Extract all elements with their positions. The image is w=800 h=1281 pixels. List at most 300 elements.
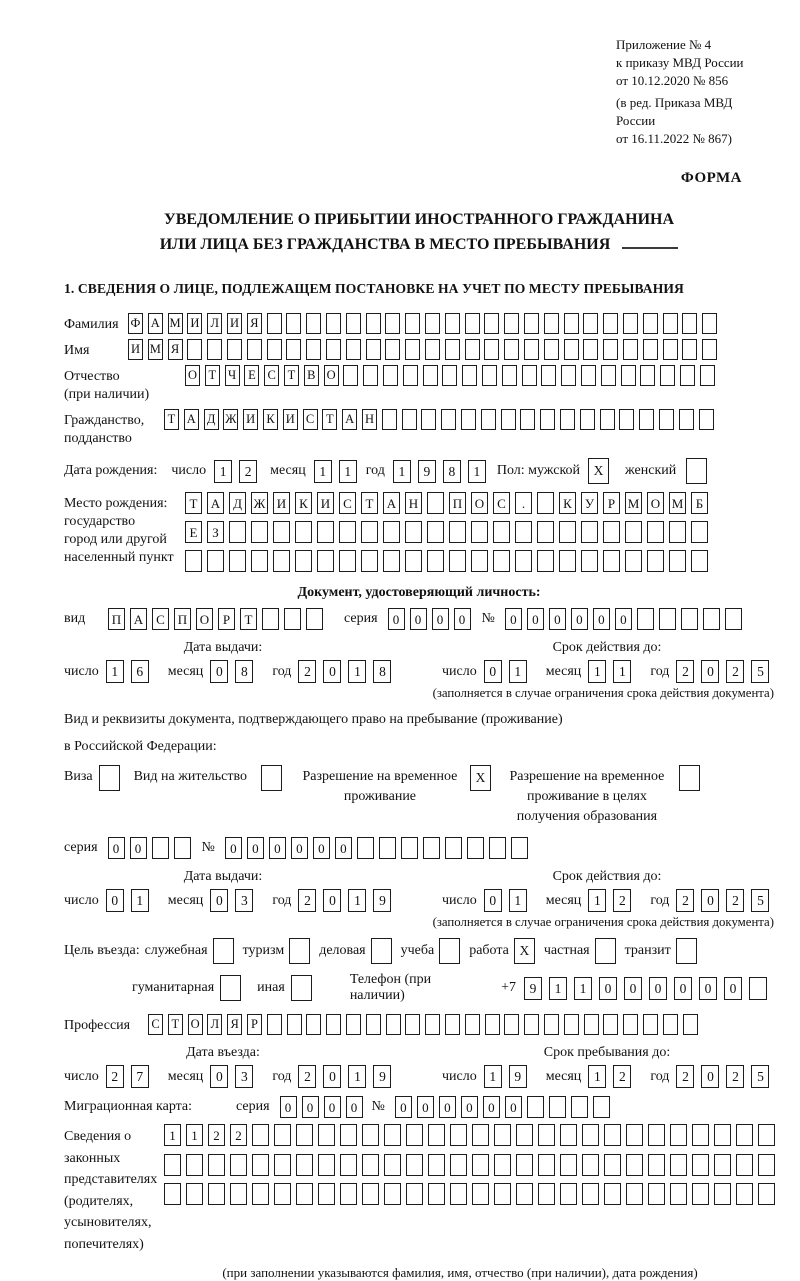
char-cell[interactable] [623,313,638,334]
char-cell[interactable] [164,1154,181,1176]
char-cell[interactable] [604,1183,621,1205]
char-cell[interactable]: 2 [613,889,631,912]
char-cell[interactable] [670,1183,687,1205]
char-cell[interactable] [522,365,537,386]
char-cell[interactable]: 0 [699,977,717,1000]
char-cell[interactable]: 0 [346,1096,363,1118]
char-cell[interactable]: 8 [373,660,391,683]
char-cell[interactable] [560,1124,577,1146]
char-cell[interactable]: 0 [324,1096,341,1118]
char-cell[interactable]: Р [603,492,620,514]
char-cell[interactable]: 0 [484,889,502,912]
char-cell[interactable]: Е [185,521,202,543]
char-cell[interactable] [326,339,341,360]
char-cell[interactable]: Д [229,492,246,514]
char-cell[interactable]: А [342,409,357,430]
char-cell[interactable] [663,1014,678,1035]
char-cell[interactable] [736,1124,753,1146]
char-cell[interactable] [725,608,742,630]
char-cell[interactable]: Т [284,365,299,386]
char-cell[interactable]: К [559,492,576,514]
char-cell[interactable] [516,1154,533,1176]
char-cell[interactable] [560,409,575,430]
char-cell[interactable] [306,608,323,630]
char-cell[interactable]: 0 [527,608,544,630]
char-cell[interactable] [584,1014,599,1035]
char-cell[interactable]: 0 [210,1065,228,1088]
char-cell[interactable]: Т [240,608,257,630]
char-cell[interactable] [601,365,616,386]
char-cell[interactable] [736,1154,753,1176]
char-cell[interactable] [593,1096,610,1118]
char-cell[interactable] [564,339,579,360]
char-cell[interactable] [366,339,381,360]
char-cell[interactable]: 1 [574,977,592,1000]
char-cell[interactable]: 8 [443,460,461,483]
char-cell[interactable] [691,521,708,543]
char-cell[interactable]: А [184,409,199,430]
char-cell[interactable] [538,1124,555,1146]
char-cell[interactable] [559,521,576,543]
char-cell[interactable] [318,1124,335,1146]
char-cell[interactable]: Т [322,409,337,430]
char-cell[interactable]: 0 [505,608,522,630]
char-cell[interactable] [445,339,460,360]
char-cell[interactable]: Я [168,339,183,360]
char-cell[interactable]: А [130,608,147,630]
char-cell[interactable] [247,339,262,360]
char-cell[interactable]: 1 [314,460,332,483]
char-cell[interactable]: Б [691,492,708,514]
char-cell[interactable] [346,313,361,334]
char-cell[interactable] [520,409,535,430]
purpose-study-checkbox[interactable] [439,938,460,964]
char-cell[interactable] [540,409,555,430]
char-cell[interactable]: 2 [106,1065,124,1088]
char-cell[interactable] [603,550,620,572]
purpose-private-checkbox[interactable] [595,938,616,964]
char-cell[interactable] [494,1154,511,1176]
char-cell[interactable]: И [283,409,298,430]
char-cell[interactable]: 5 [751,1065,769,1088]
char-cell[interactable]: 1 [588,660,606,683]
char-cell[interactable] [406,1183,423,1205]
char-cell[interactable] [164,1183,181,1205]
char-cell[interactable]: 1 [106,660,124,683]
char-cell[interactable] [441,409,456,430]
char-cell[interactable]: К [295,492,312,514]
char-cell[interactable]: Ж [251,492,268,514]
char-cell[interactable] [648,1124,665,1146]
char-cell[interactable] [465,313,480,334]
char-cell[interactable] [626,1124,643,1146]
char-cell[interactable] [461,409,476,430]
char-cell[interactable]: 0 [388,608,405,630]
char-cell[interactable]: Т [185,492,202,514]
char-cell[interactable] [623,1014,638,1035]
char-cell[interactable] [428,1183,445,1205]
char-cell[interactable] [262,608,279,630]
char-cell[interactable] [604,1124,621,1146]
char-cell[interactable]: 1 [348,660,366,683]
char-cell[interactable]: 0 [313,837,330,859]
sex-female-checkbox[interactable] [686,458,707,484]
char-cell[interactable]: 0 [593,608,610,630]
char-cell[interactable]: 0 [701,889,719,912]
char-cell[interactable]: 9 [373,889,391,912]
char-cell[interactable] [207,550,224,572]
char-cell[interactable] [403,365,418,386]
char-cell[interactable] [603,1014,618,1035]
char-cell[interactable] [267,313,282,334]
char-cell[interactable]: М [625,492,642,514]
char-cell[interactable]: 9 [418,460,436,483]
purpose-work-checkbox[interactable]: X [514,938,535,964]
char-cell[interactable] [361,521,378,543]
char-cell[interactable] [207,339,222,360]
char-cell[interactable] [326,1014,341,1035]
char-cell[interactable] [252,1124,269,1146]
char-cell[interactable] [230,1183,247,1205]
purpose-transit-checkbox[interactable] [676,938,697,964]
char-cell[interactable]: 5 [751,660,769,683]
char-cell[interactable]: 0 [439,1096,456,1118]
char-cell[interactable]: Л [207,1014,222,1035]
char-cell[interactable] [639,409,654,430]
char-cell[interactable] [317,521,334,543]
char-cell[interactable]: Л [207,313,222,334]
char-cell[interactable] [749,977,767,1000]
char-cell[interactable]: А [207,492,224,514]
char-cell[interactable]: 0 [624,977,642,1000]
char-cell[interactable]: 0 [417,1096,434,1118]
char-cell[interactable] [538,1183,555,1205]
char-cell[interactable]: Ф [128,313,143,334]
char-cell[interactable] [306,339,321,360]
char-cell[interactable] [494,1183,511,1205]
char-cell[interactable] [647,521,664,543]
char-cell[interactable] [504,1014,519,1035]
char-cell[interactable]: 1 [339,460,357,483]
char-cell[interactable] [449,521,466,543]
char-cell[interactable] [152,837,169,859]
char-cell[interactable] [714,1124,731,1146]
char-cell[interactable] [186,1154,203,1176]
char-cell[interactable]: Д [204,409,219,430]
char-cell[interactable] [405,521,422,543]
char-cell[interactable] [680,365,695,386]
purpose-business-checkbox[interactable] [371,938,392,964]
char-cell[interactable]: 0 [432,608,449,630]
char-cell[interactable]: 2 [726,1065,744,1088]
char-cell[interactable] [208,1183,225,1205]
char-cell[interactable] [252,1154,269,1176]
char-cell[interactable] [515,521,532,543]
char-cell[interactable]: И [243,409,258,430]
char-cell[interactable] [669,550,686,572]
char-cell[interactable]: 0 [302,1096,319,1118]
char-cell[interactable] [343,365,358,386]
char-cell[interactable] [296,1124,313,1146]
char-cell[interactable]: Я [247,313,262,334]
char-cell[interactable] [286,313,301,334]
char-cell[interactable] [524,1014,539,1035]
char-cell[interactable] [445,1014,460,1035]
char-cell[interactable] [481,409,496,430]
char-cell[interactable]: 2 [676,889,694,912]
char-cell[interactable] [564,313,579,334]
char-cell[interactable] [516,1124,533,1146]
char-cell[interactable] [346,1014,361,1035]
temp-residence-edu-checkbox[interactable] [679,765,700,791]
char-cell[interactable] [317,550,334,572]
char-cell[interactable] [405,1014,420,1035]
char-cell[interactable] [318,1154,335,1176]
char-cell[interactable] [604,1154,621,1176]
char-cell[interactable]: 1 [348,889,366,912]
char-cell[interactable] [406,1154,423,1176]
char-cell[interactable]: 8 [235,660,253,683]
char-cell[interactable]: 0 [247,837,264,859]
char-cell[interactable]: В [304,365,319,386]
char-cell[interactable] [405,339,420,360]
char-cell[interactable]: О [196,608,213,630]
char-cell[interactable] [643,339,658,360]
char-cell[interactable] [692,1183,709,1205]
char-cell[interactable] [273,550,290,572]
char-cell[interactable] [559,550,576,572]
char-cell[interactable]: 0 [323,889,341,912]
char-cell[interactable] [450,1154,467,1176]
char-cell[interactable]: 0 [269,837,286,859]
char-cell[interactable] [583,313,598,334]
char-cell[interactable] [472,1124,489,1146]
char-cell[interactable] [580,409,595,430]
char-cell[interactable] [383,550,400,572]
char-cell[interactable] [383,365,398,386]
char-cell[interactable]: С [339,492,356,514]
char-cell[interactable]: Н [405,492,422,514]
char-cell[interactable] [700,365,715,386]
char-cell[interactable] [648,1154,665,1176]
char-cell[interactable] [524,313,539,334]
char-cell[interactable] [286,339,301,360]
char-cell[interactable] [465,1014,480,1035]
char-cell[interactable] [703,608,720,630]
char-cell[interactable] [679,409,694,430]
char-cell[interactable] [670,1124,687,1146]
char-cell[interactable] [465,339,480,360]
char-cell[interactable] [384,1124,401,1146]
char-cell[interactable]: 0 [571,608,588,630]
char-cell[interactable] [582,1154,599,1176]
char-cell[interactable] [423,365,438,386]
char-cell[interactable]: 0 [280,1096,297,1118]
char-cell[interactable] [274,1124,291,1146]
char-cell[interactable] [425,339,440,360]
char-cell[interactable] [361,550,378,572]
char-cell[interactable]: П [449,492,466,514]
char-cell[interactable] [758,1183,775,1205]
char-cell[interactable] [524,339,539,360]
char-cell[interactable] [603,521,620,543]
char-cell[interactable]: 0 [674,977,692,1000]
char-cell[interactable]: 0 [210,889,228,912]
char-cell[interactable] [504,313,519,334]
char-cell[interactable] [445,837,462,859]
char-cell[interactable] [346,339,361,360]
char-cell[interactable] [600,409,615,430]
char-cell[interactable] [384,1154,401,1176]
char-cell[interactable] [427,550,444,572]
char-cell[interactable] [640,365,655,386]
char-cell[interactable]: П [174,608,191,630]
char-cell[interactable] [274,1183,291,1205]
char-cell[interactable]: 0 [461,1096,478,1118]
char-cell[interactable] [603,339,618,360]
char-cell[interactable] [208,1154,225,1176]
char-cell[interactable] [561,365,576,386]
char-cell[interactable] [699,409,714,430]
char-cell[interactable] [682,313,697,334]
char-cell[interactable] [295,521,312,543]
char-cell[interactable]: С [493,492,510,514]
char-cell[interactable]: З [207,521,224,543]
char-cell[interactable]: 6 [131,660,149,683]
char-cell[interactable] [702,339,717,360]
char-cell[interactable] [582,1183,599,1205]
char-cell[interactable] [295,550,312,572]
char-cell[interactable]: 3 [235,1065,253,1088]
char-cell[interactable]: С [303,409,318,430]
char-cell[interactable] [405,550,422,572]
char-cell[interactable] [663,339,678,360]
char-cell[interactable] [366,1014,381,1035]
char-cell[interactable] [462,365,477,386]
char-cell[interactable]: 1 [393,460,411,483]
char-cell[interactable]: 2 [676,1065,694,1088]
char-cell[interactable]: 1 [613,660,631,683]
char-cell[interactable] [623,339,638,360]
char-cell[interactable]: 0 [615,608,632,630]
char-cell[interactable]: Е [244,365,259,386]
char-cell[interactable] [619,409,634,430]
char-cell[interactable]: О [188,1014,203,1035]
char-cell[interactable]: П [108,608,125,630]
char-cell[interactable] [229,550,246,572]
char-cell[interactable] [442,365,457,386]
char-cell[interactable]: О [471,492,488,514]
char-cell[interactable] [339,521,356,543]
char-cell[interactable]: 0 [210,660,228,683]
char-cell[interactable]: А [383,492,400,514]
char-cell[interactable] [366,313,381,334]
char-cell[interactable]: 0 [649,977,667,1000]
char-cell[interactable] [682,339,697,360]
char-cell[interactable] [386,1014,401,1035]
char-cell[interactable]: М [669,492,686,514]
char-cell[interactable] [560,1154,577,1176]
char-cell[interactable] [637,608,654,630]
char-cell[interactable] [544,313,559,334]
char-cell[interactable] [362,1183,379,1205]
char-cell[interactable]: С [152,608,169,630]
char-cell[interactable] [625,550,642,572]
char-cell[interactable]: О [647,492,664,514]
char-cell[interactable]: . [515,492,532,514]
char-cell[interactable] [660,365,675,386]
char-cell[interactable]: 0 [599,977,617,1000]
char-cell[interactable] [274,1154,291,1176]
char-cell[interactable]: 1 [214,460,232,483]
char-cell[interactable]: 1 [509,889,527,912]
purpose-other-checkbox[interactable] [291,975,312,1001]
char-cell[interactable] [230,1154,247,1176]
char-cell[interactable] [692,1154,709,1176]
char-cell[interactable] [362,1124,379,1146]
char-cell[interactable]: 3 [235,889,253,912]
char-cell[interactable]: И [227,313,242,334]
char-cell[interactable]: 2 [726,889,744,912]
char-cell[interactable] [625,521,642,543]
char-cell[interactable]: Т [168,1014,183,1035]
char-cell[interactable] [267,339,282,360]
char-cell[interactable] [383,521,400,543]
char-cell[interactable]: 1 [348,1065,366,1088]
char-cell[interactable]: 2 [298,660,316,683]
char-cell[interactable] [544,339,559,360]
char-cell[interactable]: И [128,339,143,360]
char-cell[interactable] [229,521,246,543]
char-cell[interactable]: 1 [186,1124,203,1146]
char-cell[interactable]: И [317,492,334,514]
char-cell[interactable] [467,837,484,859]
char-cell[interactable] [384,1183,401,1205]
char-cell[interactable]: 0 [108,837,125,859]
char-cell[interactable] [714,1183,731,1205]
char-cell[interactable]: 2 [726,660,744,683]
char-cell[interactable] [549,1096,566,1118]
char-cell[interactable] [683,1014,698,1035]
char-cell[interactable] [626,1154,643,1176]
char-cell[interactable] [663,313,678,334]
char-cell[interactable] [643,313,658,334]
char-cell[interactable]: Н [362,409,377,430]
char-cell[interactable]: 2 [208,1124,225,1146]
char-cell[interactable] [421,409,436,430]
char-cell[interactable]: 9 [524,977,542,1000]
char-cell[interactable]: Ж [223,409,238,430]
char-cell[interactable]: 1 [588,1065,606,1088]
char-cell[interactable]: 0 [483,1096,500,1118]
char-cell[interactable] [648,1183,665,1205]
char-cell[interactable] [626,1183,643,1205]
char-cell[interactable]: Т [361,492,378,514]
char-cell[interactable] [659,409,674,430]
char-cell[interactable] [427,492,444,514]
char-cell[interactable] [357,837,374,859]
char-cell[interactable] [306,313,321,334]
char-cell[interactable] [643,1014,658,1035]
char-cell[interactable] [541,365,556,386]
char-cell[interactable] [504,339,519,360]
char-cell[interactable]: 1 [164,1124,181,1146]
char-cell[interactable] [489,837,506,859]
char-cell[interactable] [427,521,444,543]
char-cell[interactable]: 0 [549,608,566,630]
char-cell[interactable] [758,1154,775,1176]
char-cell[interactable]: 0 [323,1065,341,1088]
